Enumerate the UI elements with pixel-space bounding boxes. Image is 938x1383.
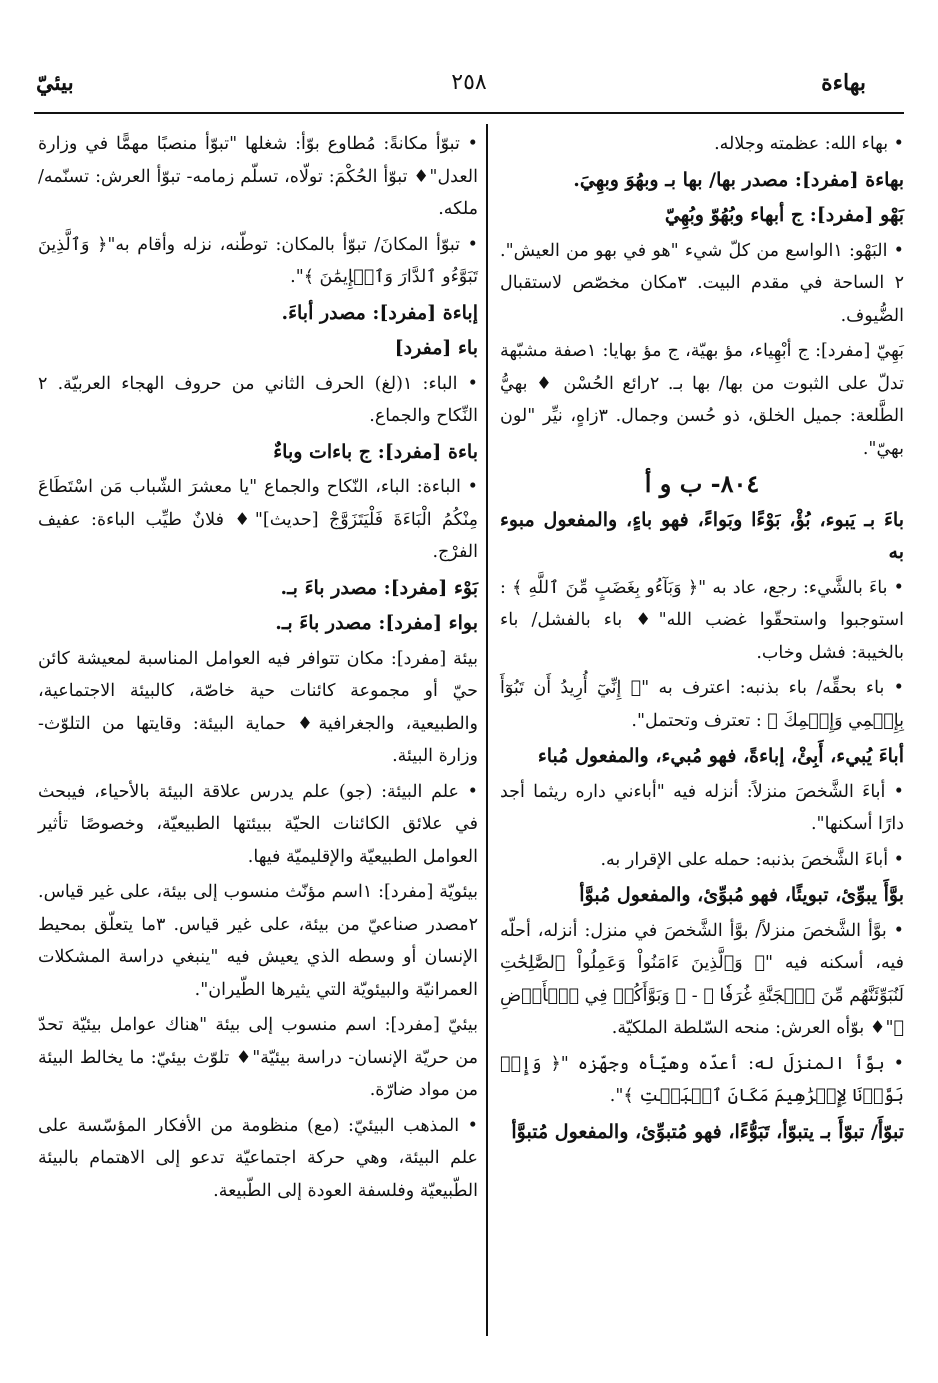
entry: • بوَّأ الشَّخصَ منزلاً/ بوَّأ الشَّخصَ في منزل: أنزله، أحلّه فيه، أسكنه فيه "﴿ وَٱلَّذِينَ ءَامَنُواْ وَعَمِلُواْ ٱلصَّٰلِحَٰتِ لَنُبَوِّئَنَّهُم مِّنَ ٱلۡجَنَّةِ غُرَفٗا ﴾ - ﴿ وَبَوَّأَكُمۡ فِي ٱلۡأَرۡضِ ﴾"♦ بوّأه العرش: منحه السّلطة الملكيّة. <box>500 920 904 1038</box>
entry-headword: بواء [مفرد]: مصدر باءَ بـ. <box>275 612 478 634</box>
running-head-left: بيئيّ <box>36 70 74 96</box>
entry-headword: إباءة [مفرد]: مصدر أباءَ. <box>281 301 478 324</box>
entry: بيئويّة [مفرد]: ١اسم مؤنّث منسوب إلى بيئة، على غير قياس. ٢مصدر صناعيّ من بيئة، على غير قياس. ٣ما يتعلّق بمحيط الإنسان أو وسطه الذي يعيش فيه "ينبغي دراسة المشكلات العمرانيّة والبيئويّة التي يثيرها الطّيران". <box>38 882 478 1000</box>
entry-headword: بَوْء [مفرد]: مصدر باءَ بـ. <box>280 576 478 599</box>
entry-headword: تبوّأَ/ تبوّأَ بـ يتبوّأ، تَبَوُّءًا، فهو مُتبوِّئ، والمفعول مُتبوَّأ <box>511 1120 904 1143</box>
entry: • تبوّأ مكانةً: مُطاوع بوّأ: شغلها "تبوّأ منصبًا مهمًّا في وزارة العدل"♦ تبوّأ الحُكْمَ: تولّاه، تسلّم زمامه- تبوّأ العرش: تسنّمه/ ملكه. <box>38 134 478 219</box>
entry-headword: بوَّأَ يبوِّئ، تبويئًا، فهو مُبوِّئ، والمفعول مُبوَّأ <box>579 884 904 906</box>
entry: • باء بحقِّه/ باء بذنبه: اعترف به "﴿ إِنِّيٓ أُرِيدُ أَن تَبُوٓأَ بِإِثۡمِي وَإِثۡمِكَ ﴾ : تعترف وتحتمل". <box>500 678 904 731</box>
entry: بيئة [مفرد]: مكان تتوافر فيه العوامل المناسبة لمعيشة كائن حيّ أو مجموعة كائنات حية خاصّة، كالبيئة الاجتماعية، والطبيعية، والجغرافية♦ حماية البيئة: وقايتها من التلوّث- وزارة البيئة. <box>38 648 478 766</box>
entry: • علم البيئة: (جو) علم يدرس علاقة البيئة بالأحياء، فيبحث في علائق الكائنات الحيّة ببيئتها الطبيعيّة، وخصوصًا تأثير العوامل الطبيعيّة والإقليميّة فيها. <box>38 781 478 867</box>
running-head-right: بهاءة <box>821 70 866 96</box>
entry: • الباء: ١(لغ) الحرف الثاني من حروف الهجاء العربيّة. ٢ النِّكاح والجماع. <box>38 373 478 426</box>
entry: • أباءَ الشَّخصَ منزلاً: أنزله فيه "أباءني داره ريثما أجد دارًا أسكنها". <box>500 781 904 834</box>
entry-headword: باءَ بـ يَبوء، بُؤْ، بَوْءًا وبَواءً، فهو باءٍ، والمفعول مبوء به <box>500 508 904 563</box>
entry: • باءَ بالشَّيء: رجع، عاد به "﴿ وَبَآءُو بِغَضَبٍ مِّنَ ٱللَّهِ ﴾ : استوجبوا واستحقّوا غضب الله"♦ باء بالفشل/ باء بالخيبة: فشل وخاب. <box>500 577 904 663</box>
column-divider <box>486 124 488 1336</box>
entry: • المذهب البيئيّ: (مع) منظومة من الأفكار المؤسّسة على علم البيئة، وهي حركة اجتماعيّة تدعو إلى الاهتمام بالبيئة الطّبيعيّة وفلسفة العودة إلى الطّبيعة. <box>38 1115 478 1201</box>
entry: • الباءة: الباء، النّكاح والجماع "يا معشرَ الشّباب مَن اسْتَطَاعَ مِنْكُمُ الْبَاءَةَ فَلْيَتَزَوَّجْ [حديث]"♦ فلانٌ طيِّب الباءة: عفيف الفرْج. <box>38 477 478 562</box>
entry: • بوَّأ المنزلَ له: أعدّه وهيّأه وجهّزه "﴿ وَإِذۡ بَوَّأۡنَا لِإِبۡرَٰهِيمَ مَكَانَ ٱلۡبَيۡتِ ﴾". <box>500 1053 904 1106</box>
entry: بيئيّ [مفرد]: اسم منسوب إلى بيئة "هناك عوامل بيئيّة تحدّ من حريّة الإنسان- دراسة بيئيّة"♦ تلوّث بيئيّ: ما يخالط البيئة من مواد ضارّة. <box>38 1015 478 1100</box>
entry: • البَهْو: ١الواسع من كلّ شيء "هو في بهو من العيش". ٢ الساحة في مقدم البيت. ٣مكان مخصّص لاستقبال الضُّيوف. <box>500 240 904 326</box>
entry-headword: أباءَ يُبيء، أَبِئْ، إباءةً، فهو مُبيء، والمفعول مُباء <box>537 745 904 767</box>
entry: • أباءَ الشَّخصَ بذنبه: حمله على الإقرار به. <box>600 849 904 870</box>
section-heading: ٨٠٤- ب و أ <box>644 469 760 498</box>
entry-headword: باء [مفرد] <box>394 337 478 359</box>
entry: بَهِيّ [مفرد]: ج أبْهِياء، مؤ بهيّة، ج مؤ بهايا: ١صفة مشبّهة تدلّ على الثبوت من بها/ بها بـ. ٢رائع الحُسْن ♦ بهيُّ الطَّلعة: جميل الخلق، ذو حُسن وجمال. ٣زاهٍ، نيِّر "لون بهيّ". <box>500 341 905 459</box>
header-rule <box>34 112 904 114</box>
entry-headword: بَهْو [مفرد]: ج أبهاء وبُهُوّ وبُهِيّ <box>664 204 904 226</box>
left-column <box>38 128 478 1210</box>
entry: • تبوّأ المكانَ/ تبوّأ بالمكان: توطّنه، نزله وأقام به"﴿ وَٱلَّذِينَ تَبَوَّءُو ٱلدَّارَ وَٱلۡإِيمَٰنَ ﴾". <box>38 234 478 287</box>
entry: • بهاء الله: عظمته وجلاله. <box>714 134 904 154</box>
right-column <box>500 128 904 1151</box>
entry-headword: بهاءة [مفرد]: مصدر بها/ بها بـ وبهُوَ وبهِيَ. <box>573 168 904 191</box>
entry-headword: باءة [مفرد]: ج باءات وباءٌ <box>273 440 478 463</box>
page-number: ٢٥٨ <box>451 70 487 95</box>
